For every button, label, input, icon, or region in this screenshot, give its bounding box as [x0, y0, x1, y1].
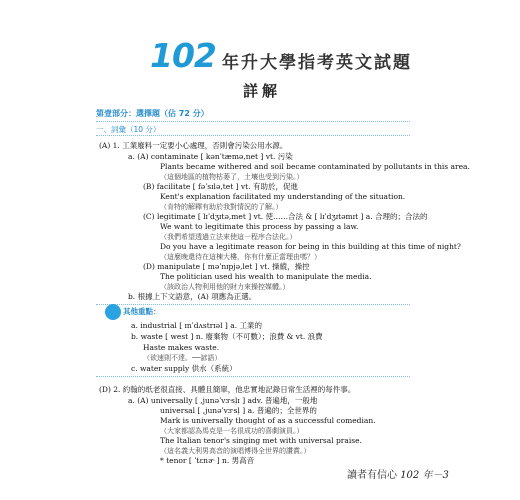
question-1: (A) 1. 工業廢料一定要小心處理，否則會污染公用水源。 — [99, 141, 288, 150]
part-title: 一、詞彙（10 分） — [96, 125, 161, 134]
exam-subtitle: 詳解 — [243, 82, 282, 100]
option-a-translation: （這個地區的植物枯萎了，土壤也受到污染。） — [160, 173, 304, 181]
q2-example-1: Mark is universally thought of as a successful comedian. — [160, 416, 376, 425]
lightbulb-icon — [105, 304, 121, 320]
option-c-translation-1: （我們希望透過立法來使這一程序合法化。） — [160, 233, 297, 241]
divider — [96, 135, 410, 136]
question-2: (D) 2. 約翰的纸老很直接、具體且簡單，他忠實地記錄日常生活裡的每件事。 — [99, 385, 356, 394]
note-item-b: b. waste [ west ] n. 廢棄物（不可數）；浪費 & vt. 浪費 — [131, 332, 323, 341]
option-c-example-1: We want to legitimate this process by passing a law. — [160, 222, 359, 231]
answer-note: b. 根據上下文語意，(A) 項應為正選。 — [128, 292, 257, 301]
divider — [96, 121, 410, 122]
option-d-head: (D) manipulate [ məˈnɪpjə,let ] vt. 操縱，操控 — [143, 262, 310, 271]
divider — [96, 376, 410, 377]
q2-option-a-sub: universal [ ,junəˈvɝsļ ] a. 普遍的；全世界的 — [160, 406, 317, 415]
note-item-b-translation: （欲速則不達。──諺語） — [143, 354, 222, 362]
note-item-a: a. industrial [ ɪnˈdʌstrɪəl ] a. 工業的 — [131, 321, 262, 330]
option-d-example: The politician used his wealth to manipulate the media. — [160, 272, 372, 281]
note-item-c: c. water supply 供水（系統） — [131, 364, 237, 373]
q2-example-2: The Italian tenor's singing met with universal praise. — [160, 436, 362, 445]
q2-translation-2: （這名義大利男高音的演唱博得全世界的讚賞。） — [160, 447, 311, 455]
option-d-translation: （該政治人物利用他的財力來操控媒體。） — [160, 283, 290, 291]
option-c-translation-2: （這麼晚還待在這棟大樓，你有什麼正當理由嗎？） — [160, 253, 321, 261]
page-number: 102 年－3 — [400, 470, 449, 481]
section-title: 第壹部分：選擇題（佔 72 分） — [96, 109, 209, 118]
option-a-head: a. (A) contaminate [ kənˈtæmə,net ] vt. 污染 — [128, 152, 293, 161]
q2-translation-1: （大家都認為馬克是一名很成功的喜劇演員。） — [160, 427, 304, 435]
note-item-b-example: Haste makes waste. — [143, 343, 220, 352]
exam-title: 年升大學指考英文試題 — [222, 53, 412, 73]
divider — [96, 304, 410, 305]
option-b-head: (B) facilitate [ fəˈsɪlə,tet ] vt. 有助於，促進 — [143, 182, 298, 191]
option-a-example: Plants became withered and soil became contaminated by pollutants in this area. — [160, 162, 470, 171]
option-c-example-2: Do you have a legitimate reason for being in this building at this time of night? — [160, 242, 461, 251]
page-footer — [347, 466, 449, 481]
q2-tenor: * tenor [ ˈtɛnɚ ] n. 男高音 — [160, 456, 255, 465]
footer-brand: 讀者有信心 — [347, 470, 397, 481]
note-title: 其他重點： — [123, 307, 161, 316]
exam-year: 102 — [150, 36, 216, 75]
option-b-example: Kent's explanation facilitated my understanding of the situation. — [160, 192, 406, 201]
option-b-translation: （肯特的解釋有助於我對情況的了解。） — [160, 203, 283, 211]
q2-option-a-head: a. (A) universally [ ,junəˈvɝsļɪ ] adv. 普遍地，一般地 — [128, 396, 318, 405]
option-c-head: (C) legitimate [ lɪˈdʒɪtə,met ] vt. 使……合法 & [ lɪˈdʒɪtəmɪt ] a. 合理的；合法的 — [143, 212, 428, 221]
